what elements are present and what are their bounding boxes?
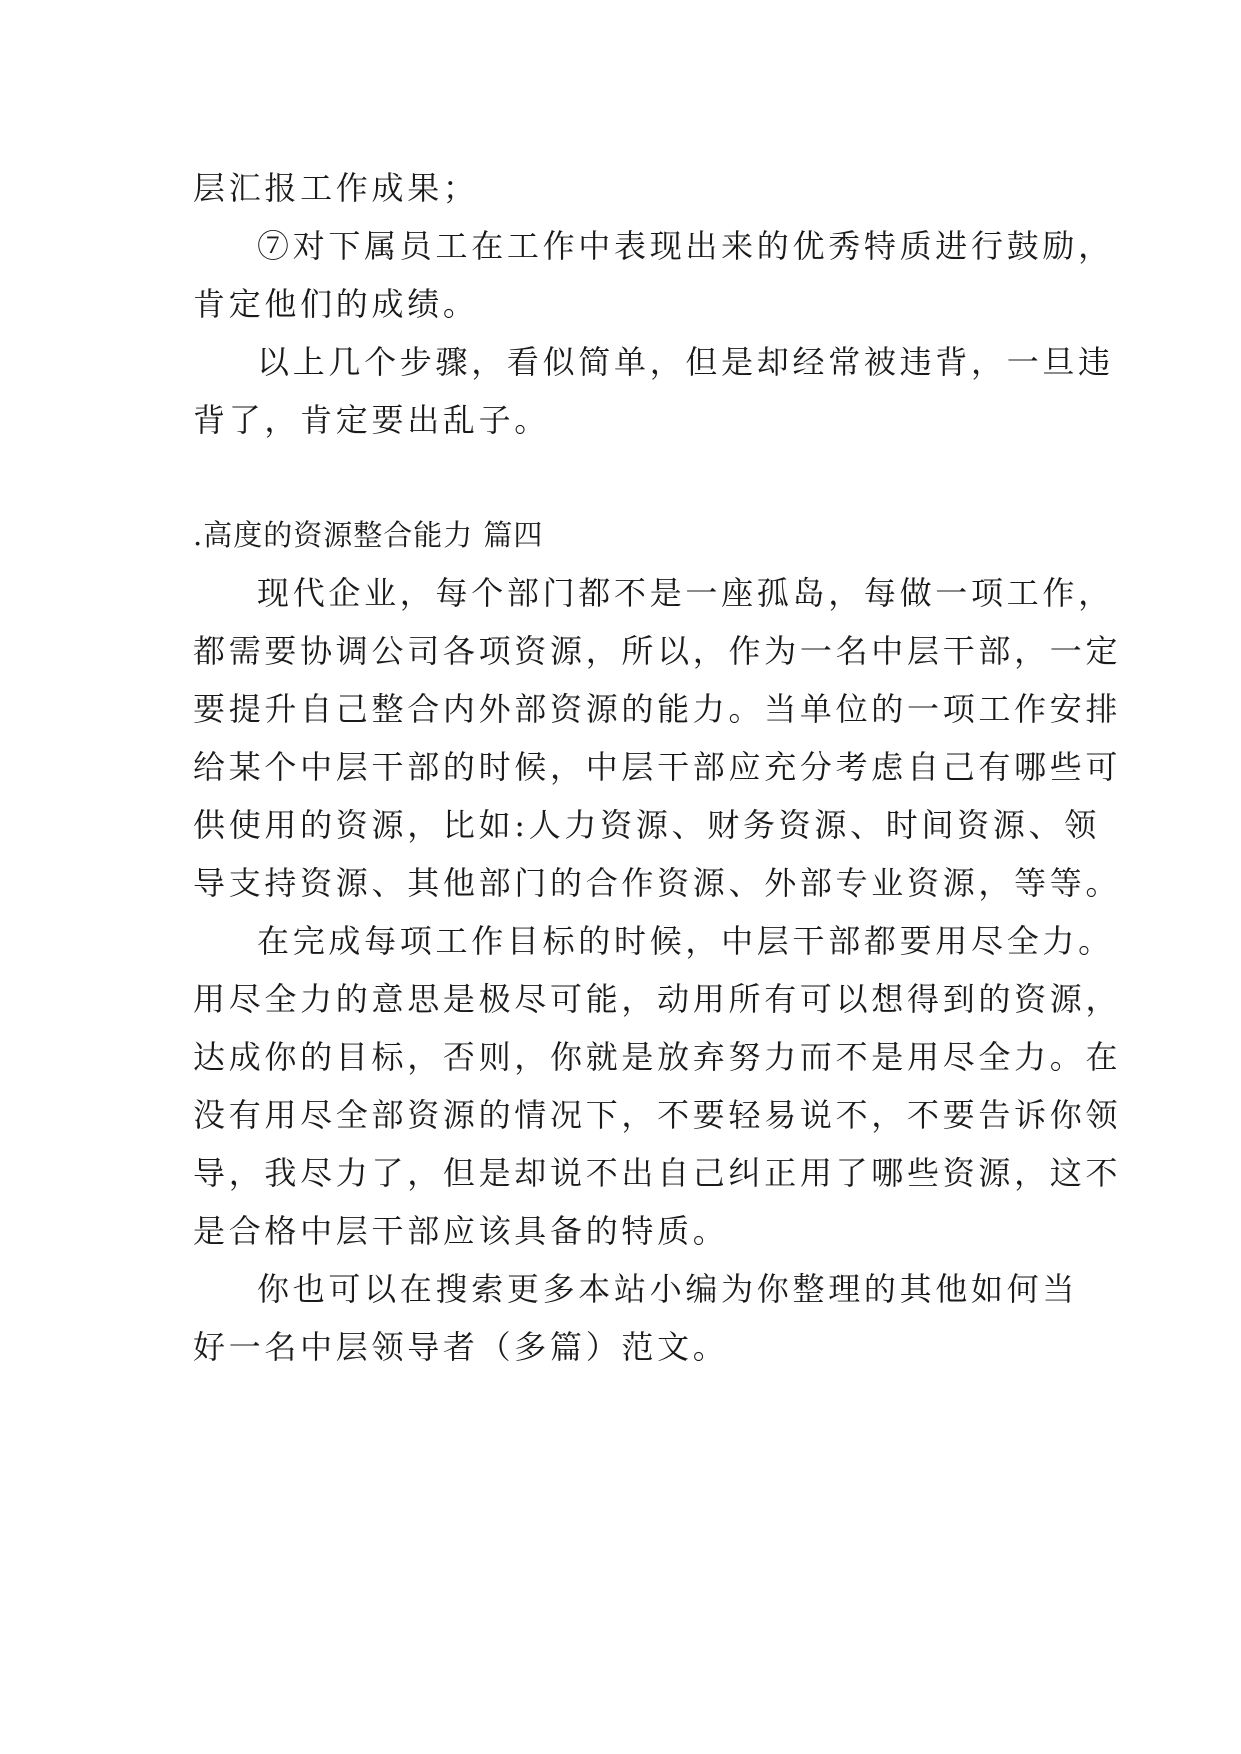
text-line: 达成你的目标，否则，你就是放弃努力而不是用尽全力。在 <box>193 1038 1122 1076</box>
text-line: 导支持资源、其他部门的合作资源、外部专业资源，等等。 <box>193 864 1122 902</box>
text-line: 背了，肯定要出乱子。 <box>193 401 551 439</box>
text-line: 你也可以在搜索更多本站小编为你整理的其他如何当 <box>257 1270 1079 1308</box>
text-line: 层汇报工作成果； <box>193 169 479 207</box>
text-line: ⑦对下属员工在工作中表现出来的优秀特质进行鼓励， <box>257 227 1114 265</box>
section-heading: .高度的资源整合能力 篇四 <box>193 518 544 552</box>
text-line: 都需要协调公司各项资源，所以，作为一名中层干部，一定 <box>193 632 1122 670</box>
text-line: 肯定他们的成绩。 <box>193 285 479 323</box>
text-line: 在完成每项工作目标的时候，中层干部都要用尽全力。 <box>257 922 1114 960</box>
text-line: 要提升自己整合内外部资源的能力。当单位的一项工作安排 <box>193 690 1122 728</box>
text-line: 以上几个步骤，看似简单，但是却经常被违背，一旦违 <box>257 343 1114 381</box>
text-line: 是合格中层干部应该具备的特质。 <box>193 1212 729 1250</box>
text-line: 供使用的资源，比如:人力资源、财务资源、时间资源、领 <box>193 806 1100 844</box>
text-line: 导，我尽力了，但是却说不出自己纠正用了哪些资源，这不 <box>193 1154 1122 1192</box>
text-line: 好一名中层领导者（多篇）范文。 <box>193 1328 729 1366</box>
text-line: 没有用尽全部资源的情况下，不要轻易说不，不要告诉你领 <box>193 1096 1122 1134</box>
text-line: 给某个中层干部的时候，中层干部应充分考虑自己有哪些可 <box>193 748 1122 786</box>
text-line: 用尽全力的意思是极尽可能，动用所有可以想得到的资源， <box>193 980 1122 1018</box>
text-line: 现代企业，每个部门都不是一座孤岛，每做一项工作， <box>257 574 1114 612</box>
